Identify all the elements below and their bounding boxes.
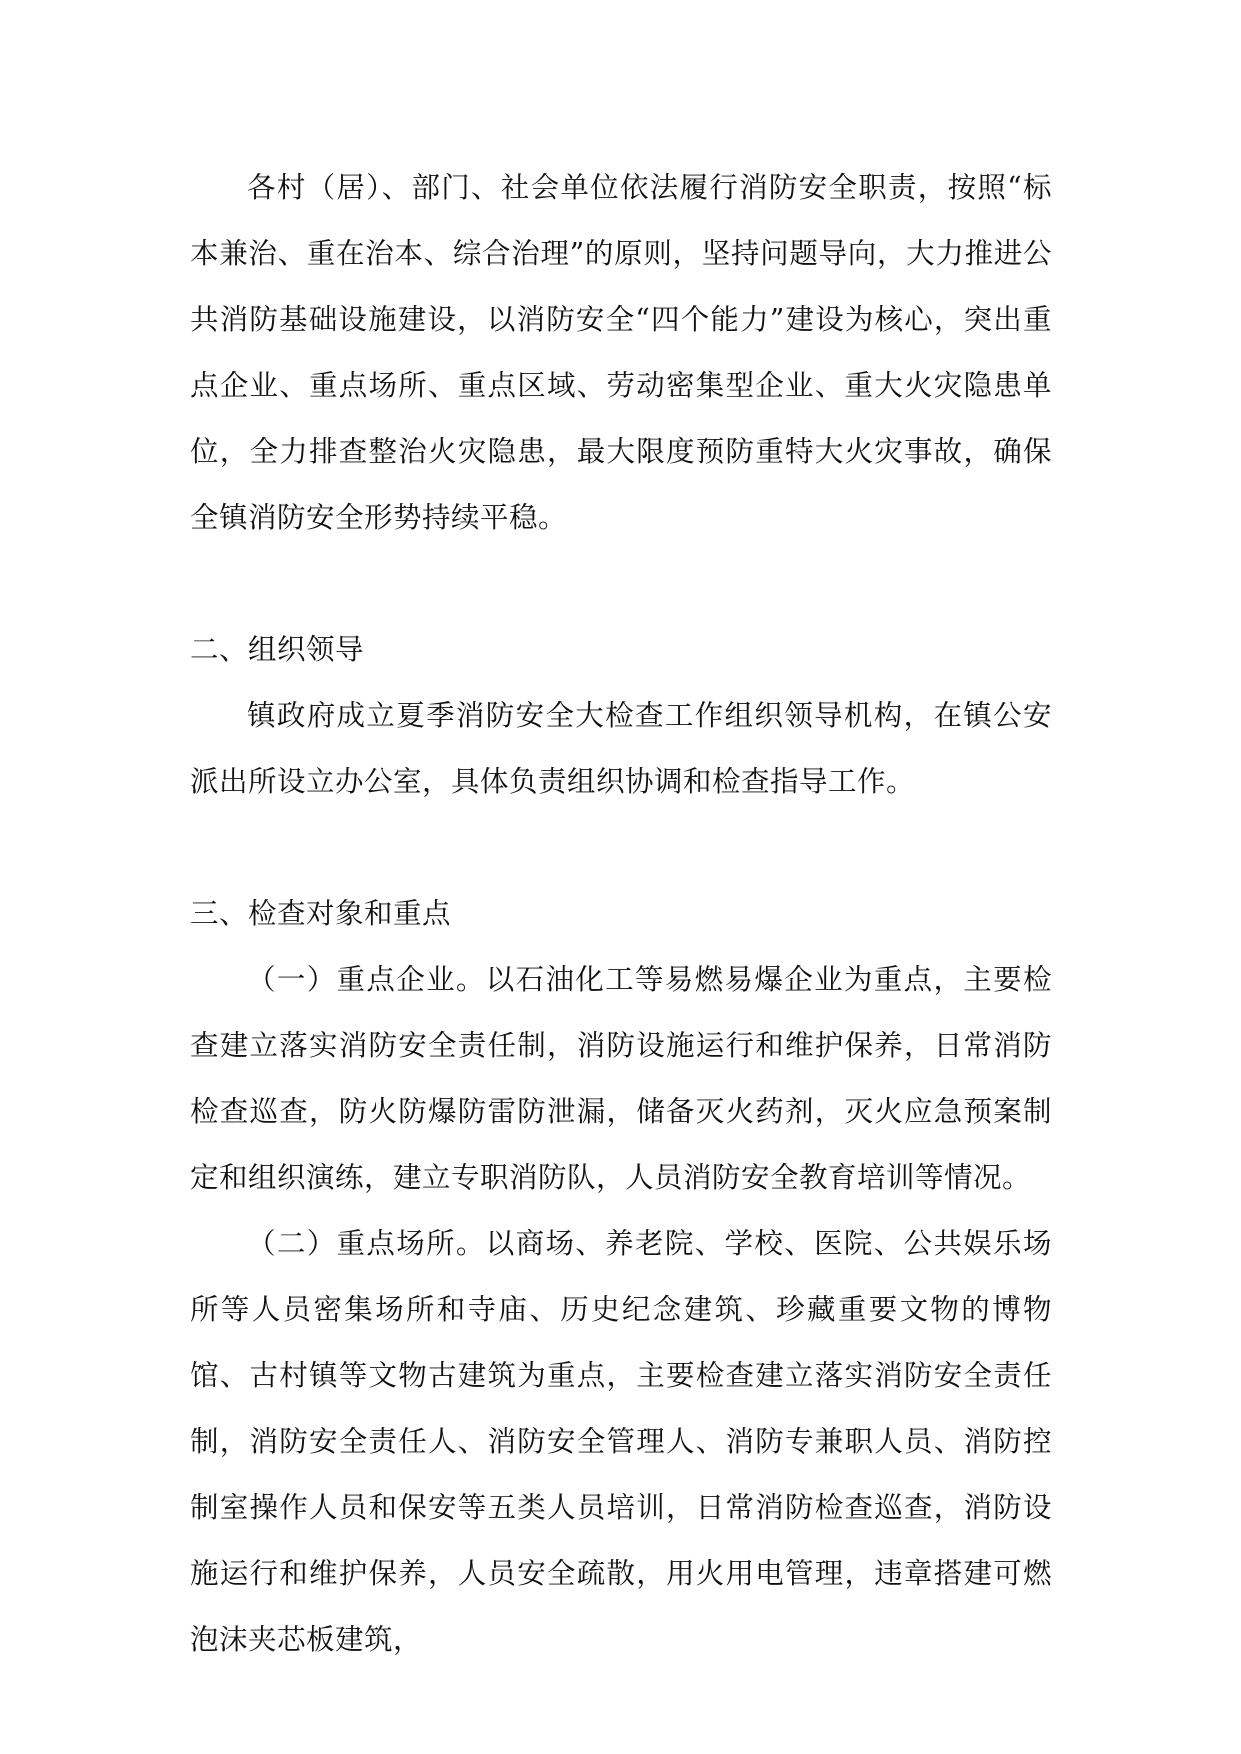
organization-paragraph: 镇政府成立夏季消防安全大检查工作组织领导机构，在镇公安派出所设立办公室，具体负责组织协调和检查指导工作。 [190,699,1052,798]
inspection-item-key-enterprises: （一）重点企业。以石油化工等易燃易爆企业为重点，主要检查建立落实消防安全责任制，消防设施运行和维护保养，日常消防检查巡查，防火防爆防雷防泄漏，储备灭火药剂，灭火应急预案制定和组织演练，建立专职消防队，人员消防安全教育培训等情况。 [190,963,1052,1194]
inspection-item-key-venues: （二）重点场所。以商场、养老院、学校、医院、公共娱乐场所等人员密集场所和寺庙、历史纪念建筑、珍藏重要文物的博物馆、古村镇等文物古建筑为重点，主要检查建立落实消防安全责任制，消防安全责任人、消防安全管理人、消防专兼职人员、消防控制室操作人员和保安等五类人员培训，日常消防检查巡查，消防设施运行和维护保养，人员安全疏散，用火用电管理，违章搭建可燃泡沫夹芯板建筑， [190,1227,1052,1656]
section-heading-inspection-targets: 三、检查对象和重点 [190,897,452,930]
section-spacer [190,815,1052,881]
section-heading-organization: 二、组织领导 [190,633,365,666]
intro-paragraph: 各村（居）、部门、社会单位依法履行消防安全职责，按照“标本兼治、重在治本、综合治理”的原则，坚持问题导向，大力推进公共消防基础设施建设，以消防安全“四个能力”建设为核心，突出重点企业、重点场所、重点区域、劳动密集型企业、重大火灾隐患单位，全力排查整治火灾隐患，最大限度预防重特大火灾事故，确保全镇消防安全形势持续平稳。 [190,171,1052,534]
document-body [190,155,1052,1673]
section-spacer [190,551,1052,617]
